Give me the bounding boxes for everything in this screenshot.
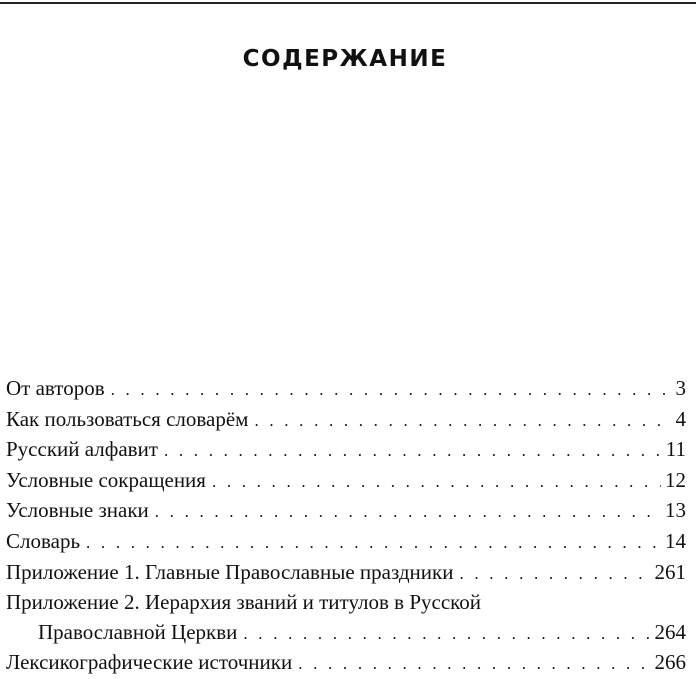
toc-entry-page: 13	[665, 498, 686, 523]
toc-entry-label: Лексикографические источники	[6, 650, 293, 675]
toc-entry-page: 261	[654, 559, 686, 584]
toc-entry-ot-avtorov[interactable]	[6, 374, 686, 405]
dot-leader	[298, 649, 650, 679]
toc-entry-russkiy-alfavit[interactable]	[6, 435, 686, 466]
page-title: СОДЕРЖАНИЕ	[242, 46, 448, 72]
dot-leader	[164, 436, 662, 466]
top-rule	[0, 2, 696, 4]
toc-entry-leksikograficheskie-istochniki[interactable]	[6, 648, 686, 679]
toc-entry-label: Приложение 2. Иерархия званий и титулов в Русской	[6, 590, 482, 615]
toc-entry-prilozhenie-2-line-1[interactable]	[6, 588, 686, 618]
toc-entry-label: Русский алфавит	[6, 437, 158, 462]
toc-entry-page: 12	[665, 467, 686, 492]
table-of-contents	[6, 374, 686, 679]
toc-entry-prilozhenie-2-line-2[interactable]	[6, 618, 686, 649]
dot-leader	[86, 528, 661, 558]
toc-entry-label: От авторов	[6, 376, 105, 400]
dot-leader	[459, 559, 650, 589]
dot-leader	[111, 375, 672, 405]
toc-entry-label: Словарь	[6, 528, 81, 553]
toc-entry-page: 264	[654, 619, 686, 644]
dot-leader	[212, 467, 661, 497]
toc-entry-kak-polzovatsya[interactable]	[6, 405, 686, 436]
toc-entry-label: Условные сокращения	[6, 467, 206, 492]
toc-entry-page: 14	[665, 528, 686, 553]
toc-entry-slovar[interactable]	[6, 527, 686, 558]
toc-entry-label: Как пользоваться словарём	[6, 406, 249, 431]
toc-entry-uslovnye-znaki[interactable]	[6, 496, 686, 527]
toc-entry-label: Приложение 1. Главные Православные праздники	[6, 559, 454, 584]
toc-entry-label: Условные знаки	[6, 498, 149, 523]
toc-entry-page: 266	[654, 650, 686, 675]
toc-entry-uslovnye-sokrashcheniya[interactable]	[6, 466, 686, 497]
toc-entry-page: 4	[675, 406, 686, 431]
toc-entry-page: 11	[665, 437, 686, 462]
toc-entry-label-continuation: Православной Церкви	[38, 619, 238, 644]
toc-entry-prilozhenie-1[interactable]	[6, 558, 686, 589]
dot-leader	[155, 497, 661, 527]
toc-entry-page: 3	[675, 376, 686, 400]
dot-leader	[254, 406, 671, 436]
dot-leader	[243, 619, 650, 649]
